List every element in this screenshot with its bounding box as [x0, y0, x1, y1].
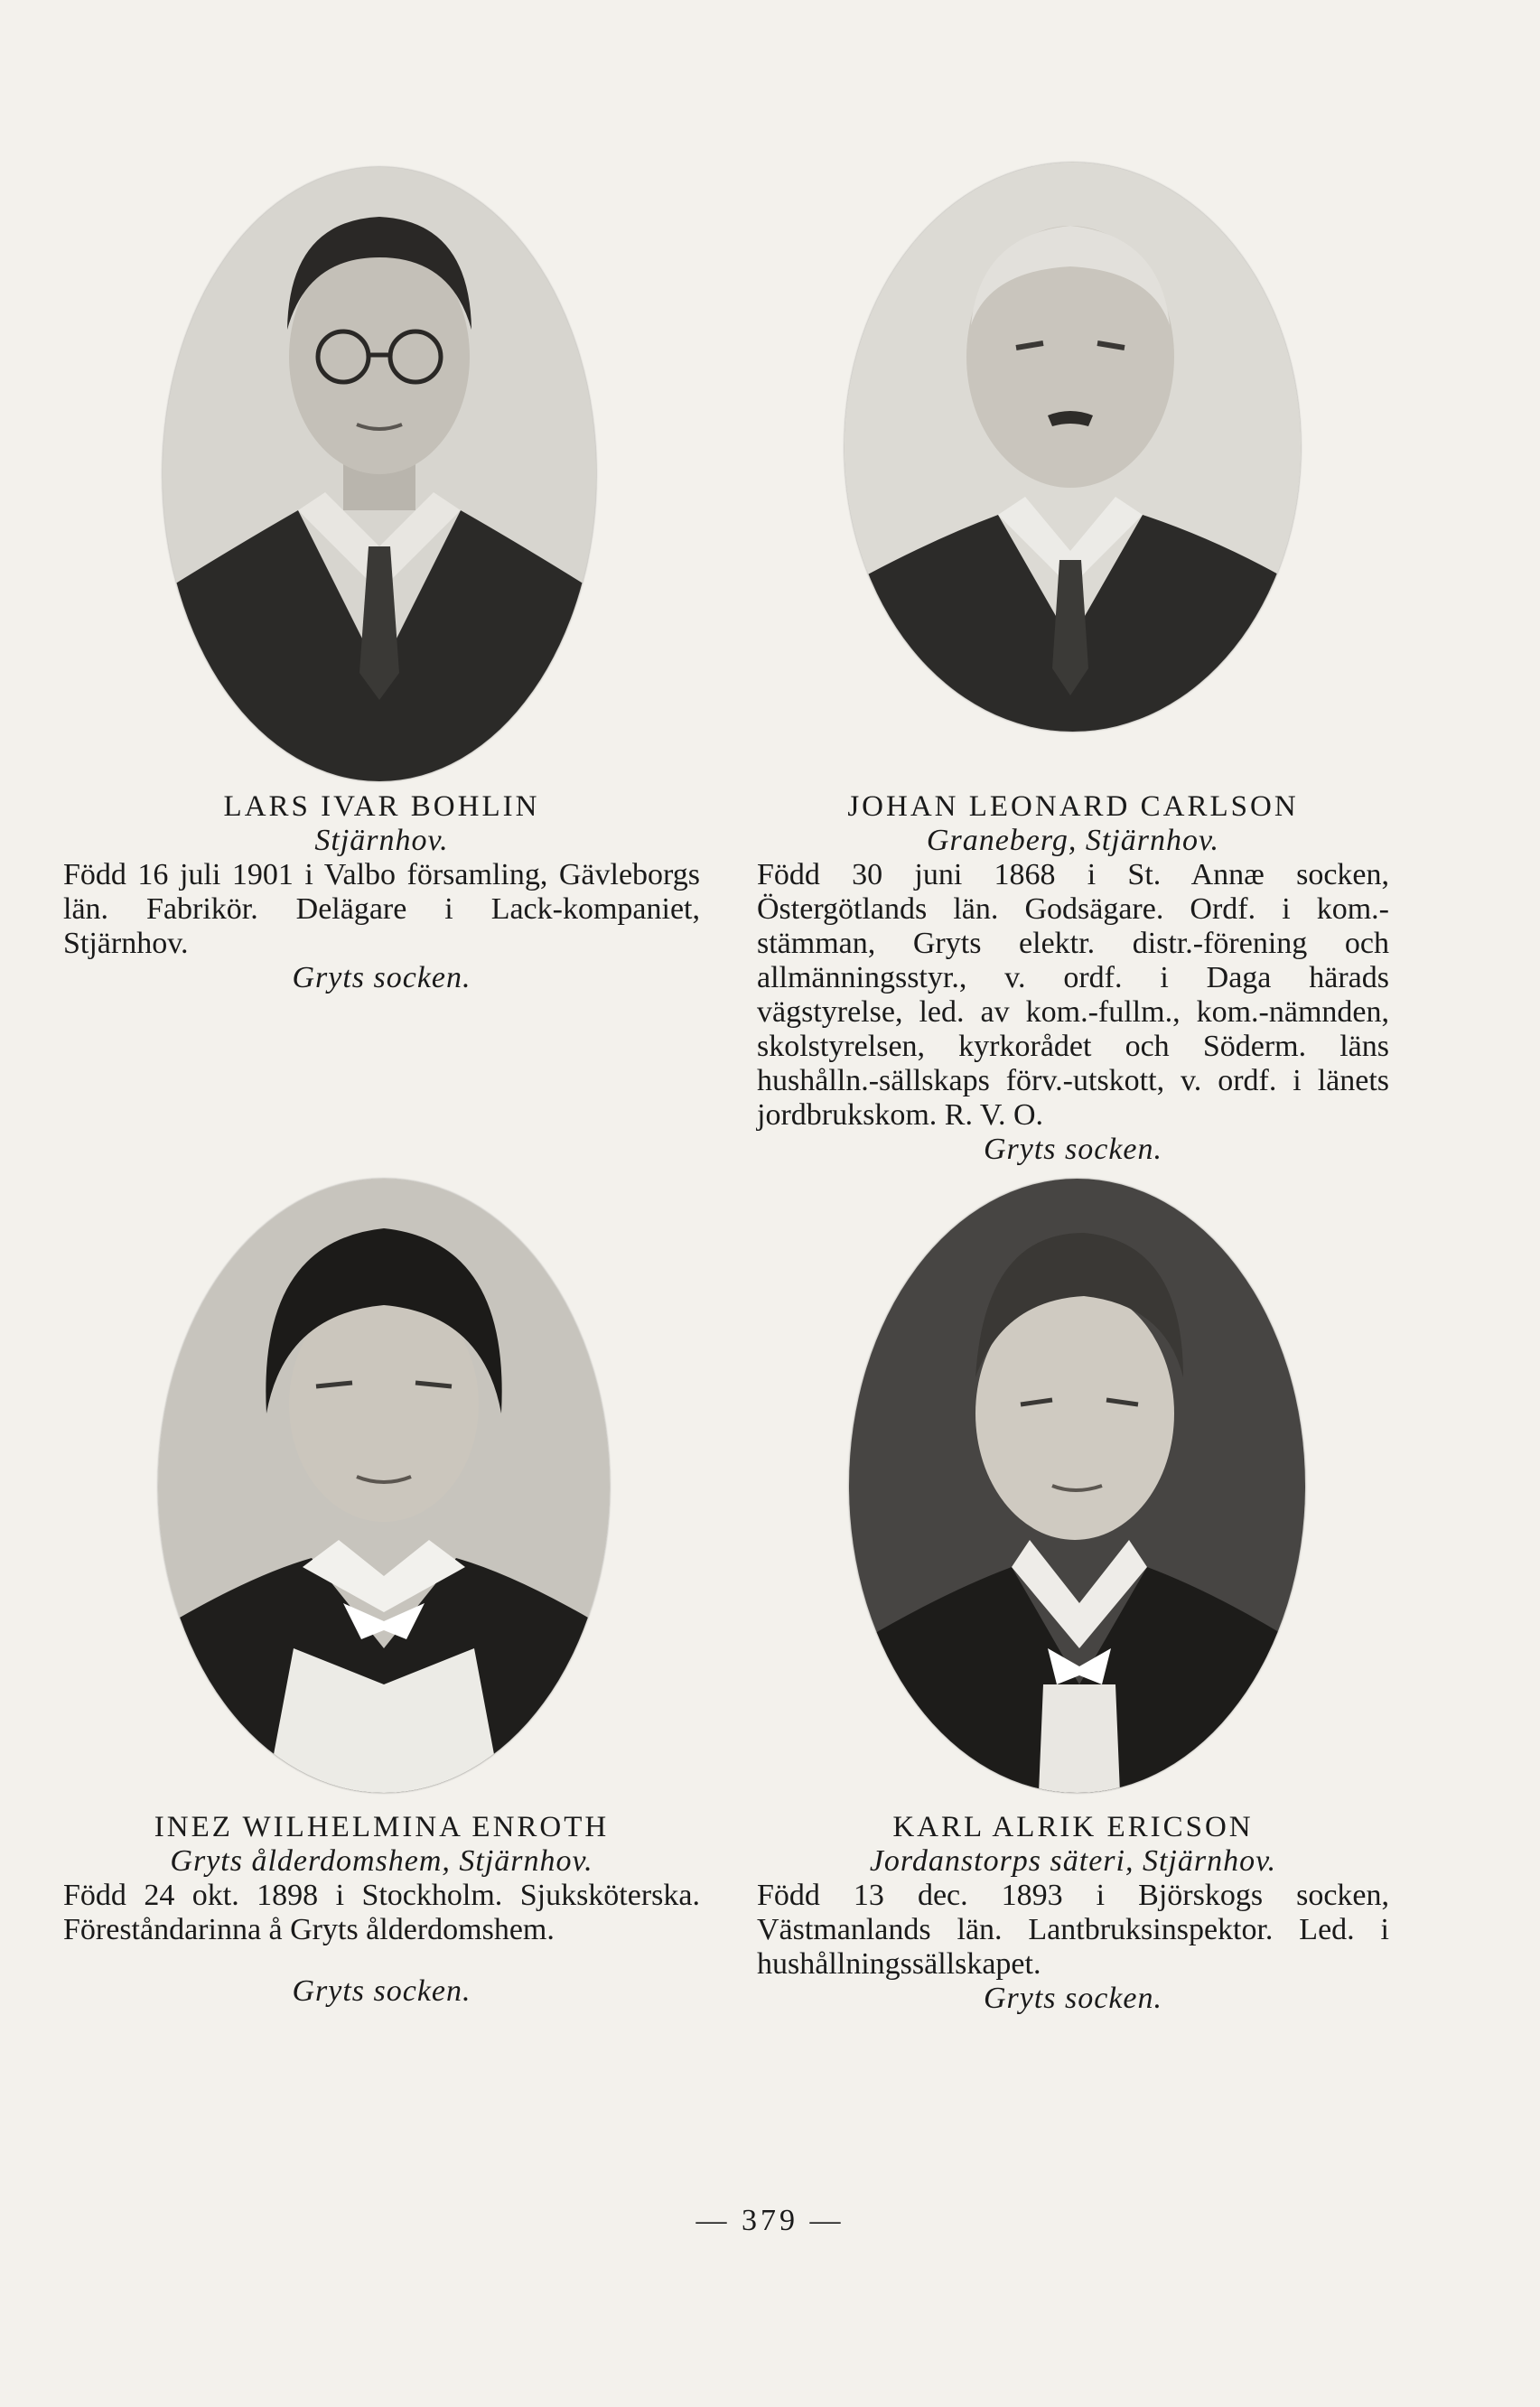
person-name: LARS IVAR BOHLIN [223, 790, 540, 823]
biography-entry-1 [63, 789, 700, 995]
parish-label: Gryts socken. [292, 1974, 471, 2008]
parish-label: Gryts socken. [983, 1982, 1163, 2015]
biography-text: Född 24 okt. 1898 i Stockholm. Sjuksköterska. Föreståndarinna å Gryts ålderdomshem. [63, 1879, 700, 1946]
person-name: INEZ WILHELMINA ENROTH [154, 1811, 610, 1843]
portrait-johan-leonard-carlson [845, 163, 1301, 732]
biography-entry-2 [757, 789, 1389, 1167]
residence: Stjärnhov. [314, 824, 449, 857]
biography-text: Född 16 juli 1901 i Valbo församling, Gävleborgs län. Fabrikör. Delägare i Lack-kompaniet, Stjärnhov. [63, 858, 700, 960]
biography-entry-4 [757, 1810, 1389, 2016]
portrait-karl-alrik-ericson [849, 1179, 1305, 1793]
residence: Gryts ålderdomshem, Stjärnhov. [170, 1844, 593, 1878]
page-number: — 379 — [695, 2204, 845, 2237]
biography-text: Född 30 juni 1868 i St. Annæ socken, Östergötlands län. Godsägare. Ordf. i kom.-stämman, Gryts elektr. distr.-förening och allmänningsstyr., v. ordf. i Daga härads vägstyrelse, led. av kom.-fullm., kom.-nämnden, skolstyrelsen, kyrkorådet och Söderm. läns hushålln.-sällskaps förv.-utskott, v. ordf. i länets jordbrukskom. R. V. O. [757, 858, 1389, 1132]
person-name: JOHAN LEONARD CARLSON [847, 790, 1299, 823]
portrait-inez-wilhelmina-enroth [158, 1179, 610, 1793]
parish-label: Gryts socken. [292, 961, 471, 994]
biography-text: Född 13 dec. 1893 i Björskogs socken, Västmanlands län. Lantbruksinspektor. Led. i hushållningssällskapet. [757, 1879, 1389, 1981]
portrait-lars-ivar-bohlin [163, 167, 596, 781]
residence: Graneberg, Stjärnhov. [926, 824, 1220, 857]
biography-entry-3 [63, 1810, 700, 2009]
person-name: KARL ALRIK ERICSON [892, 1811, 1254, 1843]
parish-label: Gryts socken. [983, 1133, 1163, 1166]
residence: Jordanstorps säteri, Stjärnhov. [869, 1844, 1277, 1878]
